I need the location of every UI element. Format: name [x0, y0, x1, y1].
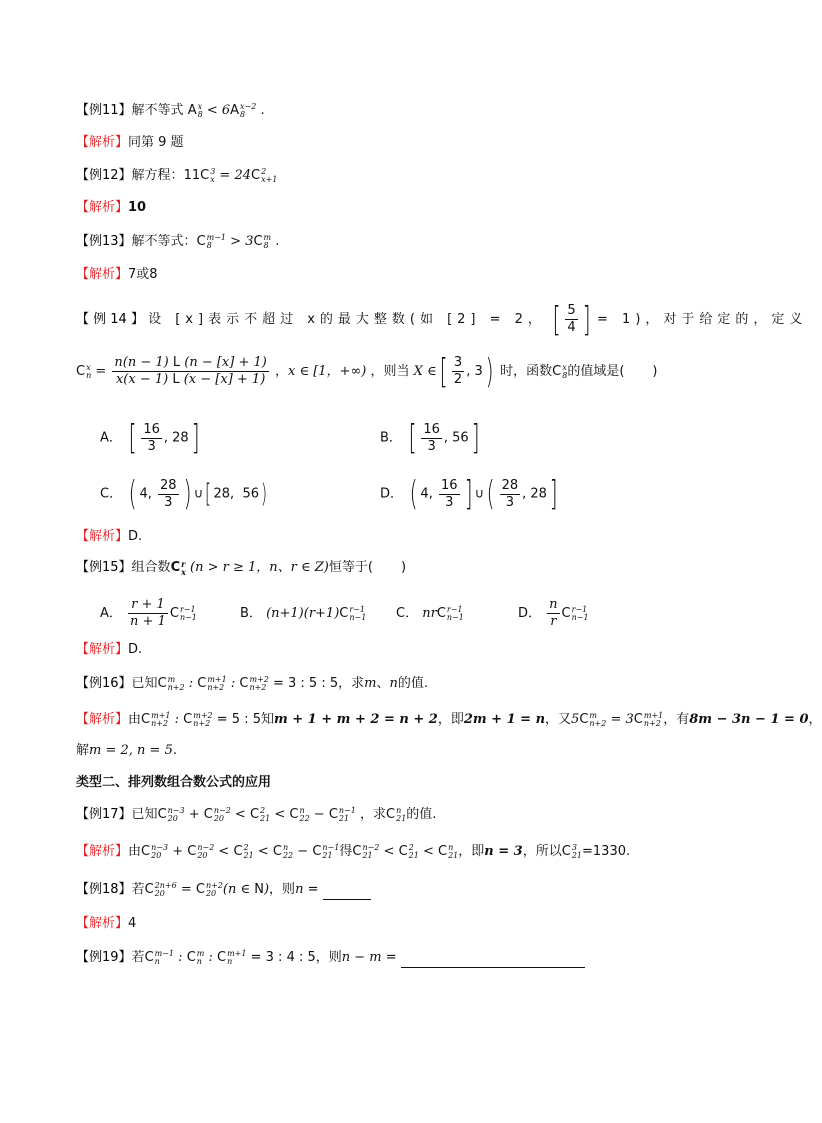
answer-text: D. [128, 529, 143, 544]
answer-text: 同第 9 题 [128, 135, 184, 150]
example-14-answer [76, 527, 754, 547]
answer-tag: 【解析】 [76, 642, 129, 657]
choice-a: A． $\frac{r + 1}{n + 1}$ C r−1 n−1 [100, 597, 197, 629]
example-12 [76, 166, 754, 186]
answer-blank[interactable] [401, 953, 585, 968]
example-text: = 3 : 4 : 5，则 [250, 950, 342, 965]
formula: C x n = [76, 362, 107, 380]
equals: = [307, 882, 319, 897]
example-text: 组合数 [131, 560, 171, 575]
example-tag: 【例15】 [76, 560, 132, 575]
choice-d: D． $\frac{n}{r}$ C r−1 n−1 [518, 597, 589, 629]
formula: A x 8 < 6A x−2 8 [187, 101, 257, 119]
formula: 11C 3 x = 24C 2 x+1 [183, 166, 278, 184]
example-text: 的值. [406, 807, 437, 822]
separator: 、 [376, 676, 390, 691]
answer-text: = 5 : 5知 [216, 712, 274, 727]
answer-text: ，即 [437, 712, 464, 727]
answer-text: ，又 [545, 712, 572, 727]
value: 56 [452, 430, 469, 446]
example-tag: 【例11】 [76, 103, 132, 118]
example-tag: 【例13】 [76, 234, 132, 249]
answer-text: D. [128, 642, 143, 657]
answer-tag: 【解析】 [76, 135, 129, 150]
answer-text: ， [808, 712, 822, 727]
equals: = [385, 950, 397, 965]
choice-label: B． [380, 430, 402, 446]
answer-text: 由 [128, 844, 142, 859]
answer-tag: 【解析】 [76, 267, 129, 282]
choice-d: D． ( 4, $\frac{16}{3}$ ] ∪( $\frac{28}{3}$ , 28] [380, 474, 558, 514]
example-tag: 【例18】 [76, 882, 132, 897]
example-text: ，则 [269, 882, 296, 897]
example-15-answer [76, 640, 754, 660]
choice-label: D． [518, 606, 542, 621]
choice-label: D． [380, 486, 404, 502]
choice-label: A． [100, 606, 122, 621]
condition: (n > r ≥ 1，n、r ∈ Z) [190, 560, 329, 575]
example-text: ，则当 [370, 364, 410, 379]
example-tag: 【例12】 [76, 168, 132, 183]
den: 3 [427, 438, 436, 454]
example-text: 解不等式： [131, 234, 197, 249]
den: 3 [147, 438, 156, 454]
choice-b: B． [ $\frac{16}{3}$ , 56] [380, 418, 480, 458]
example-16: 【例16】已知C m n+2 : C m+1 n+2 : C m+2 n+2 = 3 : 5 : 5，求m、n的值. [76, 674, 428, 692]
example-text: 若 [131, 950, 145, 965]
example-15: 【例15】组合数C r x (n > r ≥ 1，n、r ∈ Z)恒等于( ) [76, 558, 407, 577]
num: 16 [423, 421, 440, 437]
answer-text: 由 [128, 712, 142, 727]
answer-text: =1330. [582, 844, 631, 859]
example-13 [76, 232, 754, 252]
answer-blank[interactable] [323, 885, 371, 900]
answer-text: ，所以 [522, 844, 562, 859]
example-tag: 【例16】 [76, 676, 132, 691]
num: 16 [143, 421, 160, 437]
example-text: 解方程： [131, 168, 184, 183]
example-11-answer [76, 133, 754, 153]
paren-close: ) [652, 364, 658, 379]
section-title: 类型二、排列数组合数公式的应用 [76, 775, 272, 790]
answer-tag: 【解析】 [76, 529, 129, 544]
punctuation: . [275, 234, 280, 249]
example-text: 解不等式 [131, 103, 184, 118]
choice-label: B． [240, 606, 262, 621]
choice-c: C． nrC r−1 n−1 [396, 604, 464, 622]
example-text: 时，函数 [500, 364, 553, 379]
example-text: 设 [x]表示不超过 x的最大整数(如 [2] = 2， [148, 312, 546, 327]
answer-tag: 【解析】 [76, 844, 129, 859]
choice-label: A． [100, 430, 122, 446]
example-16-answer: 【解析】由C m+1 n+2 : C m+2 n+2 = 5 : 5知m + 1 + m + 2 = n + 2，即2m + 1 = n，又5C m n+2 = 3C m+1 n+2 ，有8m − 3n − 1 = 0， [76, 710, 822, 728]
answer-tag: 【解析】 [76, 200, 129, 215]
choice-a: A． [ $\frac{16}{3}$ , 28] [100, 418, 200, 458]
example-tag: 【例17】 [76, 807, 132, 822]
example-text: 的值. [397, 676, 428, 691]
choice-label: C． [100, 486, 123, 502]
example-text: 已知 [131, 807, 158, 822]
example-text: 恒等于( [328, 560, 373, 575]
example-19: 【例19】若C m−1 n : C m n : C m+1 n = 3 : 4 : 5，则n − m = [76, 948, 754, 968]
example-text: 若 [131, 882, 145, 897]
example-11 [76, 101, 754, 121]
example-text: 的值域是( [567, 364, 625, 379]
example-17-answer: 【解析】由C n−3 20 + C n−2 20 < C 2 21 < C n 22 − C n−1 21 得C n−2 21 < C 2 21 < C n 21 ，即n = 3，所以C 3 21 =1330. [76, 842, 631, 860]
answer-tag: 【解析】 [76, 916, 129, 931]
formula: C m−1 8 > 3C m 8 [196, 232, 272, 250]
choice-c: C． ( 4, $\frac{28}{3}$ ) ∪[ 28, 56) [100, 474, 268, 514]
answer-text: 10 [128, 200, 147, 215]
example-14-definition: C x n = $\frac{n(n - 1) L (n - [x] + 1)}{x(x - 1) L (x - [x] + 1)}$ ，x ∈ [1，+∞) ，则当 X ∈[ $\frac{3}{2}$ , 3) 时，函数C x 8 的值域是( ) [76, 351, 658, 392]
example-18: 【例18】若C 2n+6 20 = C n+2 20 (n ∈ N)，则n = [76, 880, 754, 900]
example-13-answer [76, 265, 754, 285]
example-text: = 3 : 5 : 5，求 [272, 676, 365, 691]
example-17: 【例17】已知C n−3 20 + C n−2 20 < C 2 21 < C n 22 − C n−1 21 ，求C n 21 的值. [76, 805, 437, 823]
formula-fraction: $\frac{n(n - 1) L (n - [x] + 1)}{x(x - 1) L (x - [x] + 1)}$ [114, 355, 267, 387]
answer-tag: 【解析】 [76, 712, 129, 727]
example-16-answer-cont: 解m = 2, n = 5. [76, 743, 177, 758]
example-tag: 【 例 14 】 [76, 312, 144, 327]
answer-text: ，即 [458, 844, 485, 859]
example-12-answer [76, 198, 754, 218]
example-18-answer [76, 914, 754, 934]
answer-text: 4 [128, 916, 137, 931]
example-text: 已知 [131, 676, 158, 691]
choice-label: C． [396, 606, 419, 621]
punctuation: . [260, 103, 265, 118]
answer-text: 7或8 [128, 267, 158, 282]
example-text: = 1)，对于给定的，定义 [597, 312, 808, 327]
paren-close: ) [400, 560, 407, 575]
answer-text: 解 [76, 743, 90, 758]
answer-text: 得 [339, 844, 353, 859]
example-tag: 【例19】 [76, 950, 132, 965]
choice-b: B． (n+1)(r+1)C r−1 n−1 [240, 604, 367, 622]
value: 28 [172, 430, 189, 446]
answer-text: ，有 [663, 712, 690, 727]
example-14: 【 例 14 】 设 [x]表示不超过 x的最大整数(如 [2] = 2， [ $\frac{5}{4}$ ] = 1)，对于给定的，定义 [76, 299, 808, 340]
answer-text: . [172, 743, 177, 758]
example-text: ，求 [360, 807, 387, 822]
